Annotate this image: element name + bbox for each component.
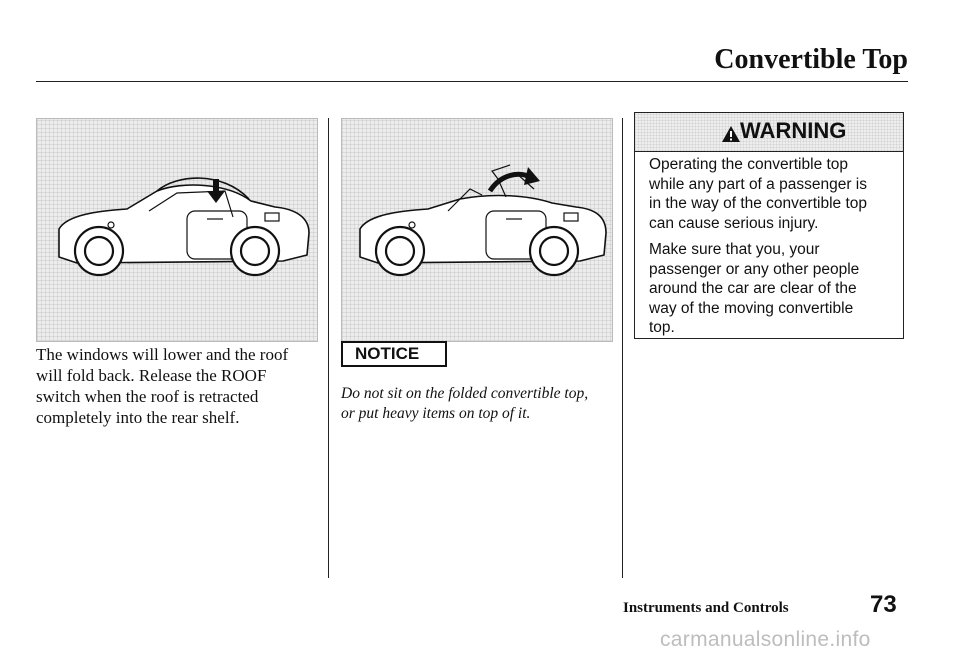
warning-box bbox=[634, 112, 904, 339]
text-line: completely into the rear shelf. bbox=[36, 408, 240, 427]
page-title: Convertible Top bbox=[714, 44, 908, 75]
watermark: carmanualsonline.info bbox=[660, 628, 871, 651]
text-line: while any part of a passenger is bbox=[649, 175, 867, 193]
text-line: way of the moving convertible bbox=[649, 299, 854, 317]
warning-paragraph-2 bbox=[649, 240, 895, 338]
text-line: The windows will lower and the roof bbox=[36, 345, 289, 364]
column-divider-right bbox=[622, 118, 623, 578]
car-roof-folded-illustration bbox=[341, 118, 613, 342]
warning-paragraph-1 bbox=[649, 155, 895, 233]
instruction-paragraph bbox=[36, 344, 321, 428]
warning-header bbox=[635, 113, 903, 152]
text-line: passenger or any other people bbox=[649, 260, 860, 278]
header-rule bbox=[36, 81, 908, 82]
text-line: Do not sit on the folded convertible top, bbox=[341, 385, 589, 402]
column-divider-left bbox=[328, 118, 329, 578]
text-line: can cause serious injury. bbox=[649, 214, 819, 232]
warning-title: WARNING bbox=[740, 118, 847, 143]
car-illustration-svg bbox=[37, 119, 317, 341]
text-line: or put heavy items on top of it. bbox=[341, 405, 531, 422]
text-line: in the way of the convertible top bbox=[649, 195, 867, 212]
car-roof-lowering-illustration bbox=[36, 118, 318, 342]
text-line: Operating the convertible top bbox=[649, 156, 849, 173]
page-number: 73 bbox=[870, 591, 897, 618]
text-line: top. bbox=[649, 319, 675, 336]
notice-box bbox=[341, 341, 447, 367]
text-line: around the car are clear of the bbox=[649, 280, 857, 297]
car-illustration-svg bbox=[342, 119, 612, 341]
footer-section-title: Instruments and Controls bbox=[623, 600, 789, 616]
text-line: switch when the roof is retracted bbox=[36, 387, 259, 406]
text-line: will fold back. Release the ROOF bbox=[36, 366, 267, 385]
text-line: Make sure that you, your bbox=[649, 241, 820, 258]
warning-triangle-icon bbox=[721, 125, 741, 143]
notice-label: NOTICE bbox=[355, 344, 420, 363]
notice-text bbox=[341, 384, 621, 424]
